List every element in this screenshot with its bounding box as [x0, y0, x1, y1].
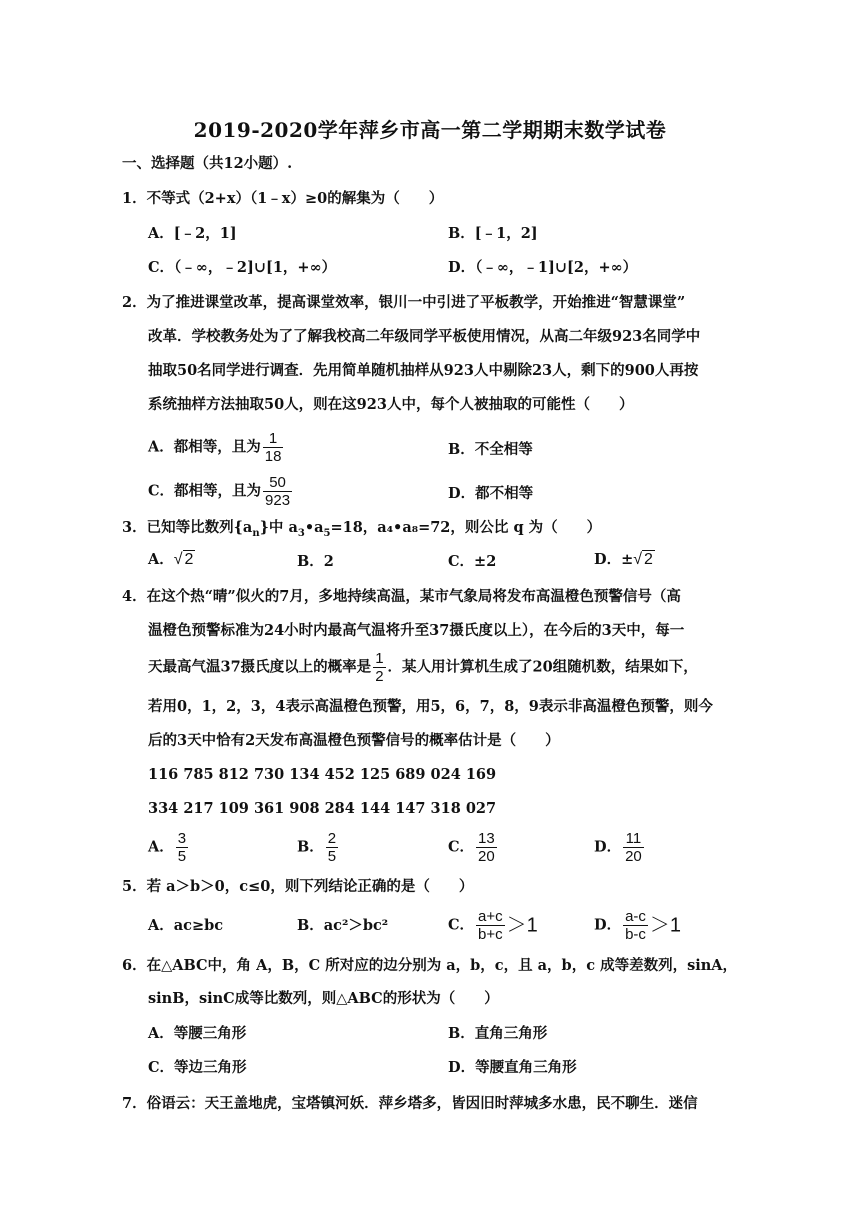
random-numbers-row-2: 334 217 109 361 908 284 144 147 318 027: [148, 800, 497, 817]
question-1-stem: 1．不等式（2+x）（1﹣x）≥0的解集为（ ）: [122, 190, 444, 207]
q6-option-d: D．等腰直角三角形: [448, 1059, 577, 1076]
question-6-line-1: 6．在△ABC中，角 A，B，C 所对应的边分别为 a，b，c，且 a，b，c 成等差数列，sinA，: [122, 957, 738, 974]
sqrt-symbol: √ 2: [173, 551, 194, 568]
q4-option-b: B． $\frac{2}{5}$: [297, 830, 337, 865]
q4-option-d: D． $\frac{11}{20}$: [594, 830, 642, 865]
q4-option-c: C． $\frac{13}{20}$: [448, 830, 495, 865]
fraction: $\frac{2}{5}$: [327, 830, 337, 865]
fraction: $\frac{11}{20}$: [625, 830, 642, 865]
question-7-line-1: 7．俗语云：天王盖地虎，宝塔镇河妖．萍乡塔多，皆因旧时萍城多水患，民不聊生．迷信: [122, 1095, 698, 1112]
fraction: $\frac{3}{5}$: [177, 830, 187, 865]
question-2-line-3: 抽取50名同学进行调查．先用简单随机抽样从923人中剔除23人，剩下的900人再按: [148, 362, 699, 379]
fraction: $\frac{a+c}{b+c}$: [478, 908, 503, 943]
fraction: $\frac{13}{20}$: [478, 830, 495, 865]
q3-option-d: D．±√ 2: [594, 551, 653, 568]
q3-option-c: C．±2: [448, 553, 497, 570]
q2-option-d: D．都不相等: [448, 485, 534, 502]
sqrt-symbol: √ 2: [633, 551, 653, 568]
q1-option-c: C．（﹣∞，﹣2]∪[1，+∞）: [148, 259, 337, 276]
question-4-line-3: 天最高气温37摄氏度以上的概率是 $\frac{1}{2}$ ．某人用计算机生成了20组随机数，结果如下，: [148, 650, 698, 685]
question-4-line-1: 4．在这个热“晴”似火的7月，多地持续高温，某市气象局将发布高温橙色预警信号（高: [122, 588, 681, 605]
q5-option-c: C． $\frac{a+c}{b+c}$ ＞1: [448, 908, 538, 943]
q6-option-c: C．等边三角形: [148, 1059, 247, 1076]
q2-option-c: C．都相等，且为 $\frac{50}{923}$: [148, 474, 291, 509]
question-2-line-4: 系统抽样方法抽取50人，则在这923人中，每个人被抽取的可能性（ ）: [148, 396, 634, 413]
q6-option-b: B．直角三角形: [448, 1025, 548, 1042]
page-title: 2019-2020学年萍乡市高一第二学期期末数学试卷: [193, 118, 667, 142]
fraction: $\frac{1}{2}$: [375, 650, 384, 685]
q1-option-d: D．（﹣∞，﹣1]∪[2，+∞）: [448, 259, 638, 276]
q4-option-a: A． $\frac{3}{5}$: [148, 830, 187, 865]
q6-option-a: A．等腰三角形: [148, 1025, 247, 1042]
question-5-stem: 5．若 a＞b＞0，c≤0，则下列结论正确的是（ ）: [122, 878, 474, 895]
fraction: $\frac{a-c}{b-c}$: [625, 908, 646, 943]
question-2-line-2: 改革．学校教务处为了了解我校高二年级同学平板使用情况，从高二年级923名同学中: [148, 328, 701, 345]
q2-option-b: B．不全相等: [448, 441, 533, 458]
fraction: $\frac{50}{923}$: [265, 474, 291, 509]
question-3-stem: 3．已知等比数列$\{a_n\}$中 $a_3•a_5=18$，a₄•a₈=72，则公比 q 为（ ）: [122, 519, 602, 539]
random-numbers-row-1: 116 785 812 730 134 452 125 689 024 169: [148, 766, 497, 783]
question-6-line-2: sinB，sinC成等比数列，则△ABC的形状为（ ）: [148, 990, 499, 1007]
q1-option-a: A．[﹣2，1]: [148, 225, 237, 242]
section-heading: 一、选择题（共12小题）.: [122, 155, 293, 172]
question-4-line-4: 若用0，1，2，3，4表示高温橙色预警，用5，6，7，8，9表示非高温橙色预警，则今: [148, 698, 713, 715]
q3-option-a: A．√ 2: [148, 551, 194, 568]
q5-option-b: B．ac²＞bc²: [297, 917, 389, 934]
q5-option-d: D． $\frac{a-c}{b-c}$ ＞1: [594, 908, 682, 943]
q5-option-a: A．ac≥bc: [148, 917, 224, 934]
q2-option-a: A．都相等，且为 $\frac{1}{18}$: [148, 430, 282, 465]
fraction: $\frac{1}{18}$: [264, 430, 282, 465]
q3-option-b: B．2: [297, 553, 334, 570]
q1-option-b: B．[﹣1，2]: [448, 225, 538, 242]
question-4-line-5: 后的3天中恰有2天发布高温橙色预警信号的概率估计是（ ）: [148, 732, 560, 749]
question-2-line-1: 2．为了推进课堂改革，提高课堂效率，银川一中引进了平板教学，开始推进“智慧课堂”: [122, 294, 686, 311]
question-4-line-2: 温橙色预警标准为24小时内最高气温将升至37摄氏度以上），在今后的3天中，每一: [148, 622, 685, 639]
